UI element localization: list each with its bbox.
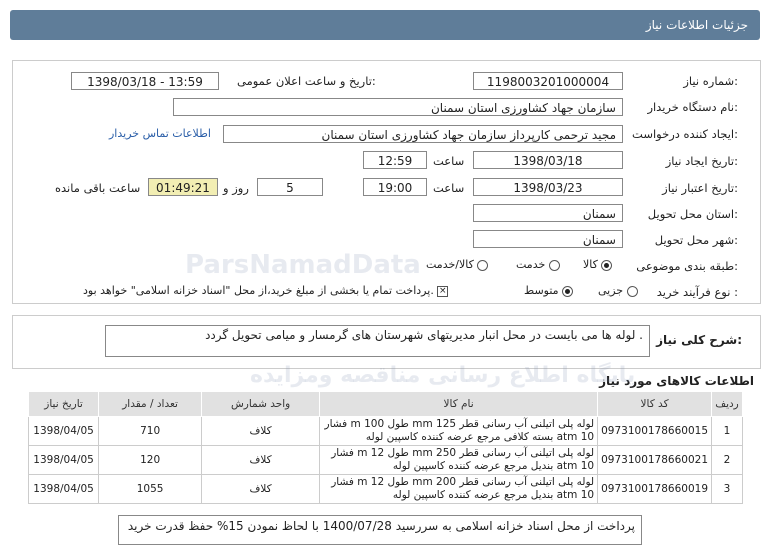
- buyer-label: نام دستگاه خریدار:: [647, 100, 738, 114]
- process-minor-radio[interactable]: [627, 286, 638, 297]
- goods-unit: کلاف: [202, 417, 320, 446]
- creator-field: مجید ترحمی کارپرداز سازمان جهاد کشاورزی استان سمنان: [223, 125, 623, 143]
- validity-label: تاریخ اعتبار نیاز:: [662, 181, 738, 195]
- announce-label: تاریخ و ساعت اعلان عمومی:: [237, 74, 376, 88]
- category-goods-radio[interactable]: [601, 260, 612, 271]
- validity-date-field: 1398/03/23: [473, 178, 623, 196]
- need-number-label: شماره نیاز:: [683, 74, 738, 88]
- process-medium-radio[interactable]: [562, 286, 573, 297]
- province-label: استان محل تحویل:: [647, 207, 738, 221]
- col-name: نام کالا: [320, 392, 598, 417]
- goods-date: 1398/04/05: [29, 446, 99, 475]
- created-hour-label: ساعت: [433, 154, 465, 168]
- col-row: ردیف: [712, 392, 743, 417]
- description-text: لوله ها می بایست در محل انبار مدیریتهای شهرستان های گرمسار و میامی تحویل گردد .: [105, 325, 650, 357]
- footer-note: پرداخت از محل اسناد خزانه اسلامی به سررسید 1400/07/28 با لحاظ نمودن 15% حفظ قدرت خرید: [118, 515, 642, 545]
- col-date: تاریخ نیاز: [29, 392, 99, 417]
- description-label: شرح کلی نیاز:: [656, 333, 742, 347]
- validity-hour-label: ساعت: [433, 181, 465, 195]
- remaining-label: ساعت باقی مانده: [55, 181, 141, 195]
- goods-qty: 710: [99, 417, 202, 446]
- table-row: [29, 475, 743, 504]
- goods-date: 1398/04/05: [29, 475, 99, 504]
- process-medium-option[interactable]: متوسط: [524, 284, 573, 297]
- goods-unit: کلاف: [202, 446, 320, 475]
- goods-name: لوله پلی اتیلنی آب رسانی قطر 125 mm طول 100 m فشار 10 atm بسته کلافی مرجع عرضه کننده کاسپین لوله: [320, 417, 598, 446]
- goods-qty: 120: [99, 446, 202, 475]
- goods-name: لوله پلی اتیلنی آب رسانی قطر 250 mm طول 12 m فشار 10 atm بندیل مرجع عرضه کننده کاسپین لوله: [320, 446, 598, 475]
- category-service-radio[interactable]: [549, 260, 560, 271]
- remaining-time-field: 01:49:21: [148, 178, 218, 196]
- table-row: [29, 446, 743, 475]
- category-goods-option[interactable]: کالا: [583, 258, 612, 271]
- category-label: طبقه بندی موضوعی:: [636, 259, 738, 273]
- payment-checkbox[interactable]: ×: [439, 285, 447, 296]
- process-minor-option[interactable]: جزیی: [598, 284, 638, 297]
- city-label: شهر محل تحویل:: [654, 233, 738, 247]
- buyer-contact-link[interactable]: اطلاعات تماس خریدار: [109, 127, 211, 140]
- page-header: [10, 10, 760, 40]
- watermark-persian: پایگاه اطلاع رسانی مناقصه ومزایده: [250, 363, 636, 388]
- goods-name: لوله پلی اتیلنی آب رسانی قطر 200 mm طول 12 m فشار 10 atm بندیل مرجع عرضه کننده کاسپین لوله: [320, 475, 598, 504]
- table-row: [29, 417, 743, 446]
- row-number: 2: [712, 446, 743, 475]
- days-label: روز و: [223, 181, 249, 195]
- buyer-field: سازمان جهاد کشاورزی استان سمنان: [173, 98, 623, 116]
- validity-time-field: 19:00: [363, 178, 427, 196]
- announce-field: 1398/03/18 - 13:59: [71, 72, 219, 90]
- goods-table: [28, 391, 743, 504]
- created-time-field: 12:59: [363, 151, 427, 169]
- col-unit: واحد شمارش: [202, 392, 320, 417]
- col-qty: تعداد / مقدار: [99, 392, 202, 417]
- goods-date: 1398/04/05: [29, 417, 99, 446]
- goods-qty: 1055: [99, 475, 202, 504]
- goods-code: 0973100178660015: [598, 417, 712, 446]
- col-code: کد کالا: [598, 392, 712, 417]
- row-number: 1: [712, 417, 743, 446]
- goods-unit: کلاف: [202, 475, 320, 504]
- category-goods-service-option[interactable]: کالا/خدمت: [426, 258, 488, 271]
- province-field: سمنان: [473, 204, 623, 222]
- need-number-field: 1198003201000004: [473, 72, 623, 90]
- payment-note: پرداخت تمام یا بخشی از مبلغ خرید،از محل "اسناد خزانه اسلامی" خواهد بود. ×: [83, 284, 447, 297]
- goods-table-header: [29, 392, 743, 417]
- description-panel: [12, 315, 761, 369]
- goods-section-title: اطلاعات کالاهای مورد نیاز: [599, 374, 754, 388]
- page-title: جزئیات اطلاعات نیاز: [645, 18, 748, 32]
- goods-code: 0973100178660021: [598, 446, 712, 475]
- category-service-option[interactable]: خدمت: [516, 258, 560, 271]
- days-field: 5: [257, 178, 323, 196]
- created-date-label: تاریخ ایجاد نیاز:: [665, 154, 738, 168]
- watermark-latin: ParsNamadData: [185, 250, 421, 280]
- creator-label: ایجاد کننده درخواست:: [632, 127, 738, 141]
- goods-code: 0973100178660019: [598, 475, 712, 504]
- category-goods-service-radio[interactable]: [477, 260, 488, 271]
- city-field: سمنان: [473, 230, 623, 248]
- created-date-field: 1398/03/18: [473, 151, 623, 169]
- row-number: 3: [712, 475, 743, 504]
- process-label: نوع فرآیند خرید :: [656, 285, 738, 299]
